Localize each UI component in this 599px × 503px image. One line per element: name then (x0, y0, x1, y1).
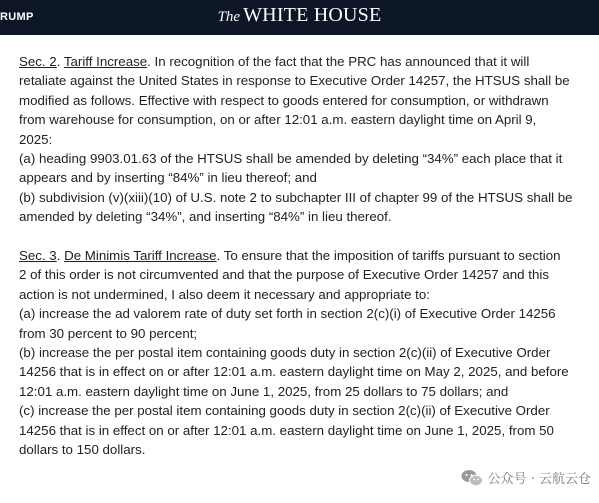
section-2-line: modified as follows. Effective with respect to goods entered for consumption, or withdrawn (19, 92, 549, 108)
wechat-icon (461, 469, 483, 487)
section-2-heading: Tariff Increase (63, 54, 148, 69)
section-3-line: (b) increase the per postal item containing goods duty in section 2(c)(ii) of Executive Order (19, 345, 551, 361)
watermark-text: 公众号 · 云航云仓 (487, 472, 591, 487)
section-3-line: 2 of this order is not circumvented and that the purpose of Executive Order 14257 and this (19, 267, 549, 283)
section-3-line: (c) increase the per postal item containing goods duty in section 2(c)(ii) of Executive Order (19, 403, 550, 419)
section-2-text: In recognition of the fact that the PRC has announced that it will (154, 54, 530, 69)
document-body (19, 52, 594, 479)
section-3 (19, 246, 594, 459)
section-3-line: 14256 that is in effect on or after 12:01 a.m. eastern daylight time on May 2, 2025, and before (19, 364, 569, 380)
section-3-line: 12:01 a.m. eastern daylight time on June 1, 2025, from 25 dollars to 75 dollars; and (19, 383, 509, 399)
site-header (0, 0, 599, 35)
section-3-number: Sec. 3 (19, 248, 57, 264)
section-3-line: from 30 percent to 90 percent; (19, 325, 198, 341)
section-2-line: 2025: (19, 131, 53, 147)
section-3-line: dollars to 150 dollars. (19, 442, 146, 458)
section-2-line: amended by deleting “34%”, and inserting “84%” in lieu thereof. (19, 209, 392, 225)
watermark (461, 468, 591, 487)
section-3-heading: De Minimis Tariff Increase (64, 248, 217, 264)
site-logo[interactable] (0, 4, 599, 27)
section-2-line: appears and by inserting “84%” in lieu thereof; and (19, 170, 317, 186)
section-3-line: 14256 that is in effect on or after 12:01 a.m. eastern daylight time on June 1, 2025, from 50 (19, 422, 554, 438)
section-2-line-1: Sec. 2. Tariff Increase. In recognition of the fact that the PRC has announced that it will (19, 54, 530, 69)
section-2-line: retaliate against the United States in response to Executive Order 14257, the HTSUS shall be (19, 73, 570, 89)
section-2 (19, 52, 594, 227)
section-3-line: (a) increase the ad valorem rate of duty set forth in section 2(c)(i) of Executive Order 14256 (19, 306, 556, 322)
section-3-line: action is not undermined, I also deem it necessary and appropriate to: (19, 286, 430, 302)
section-2-line: (a) heading 9903.01.63 of the HTSUS shall be amended by deleting “34%” each place that it (19, 151, 563, 167)
site-title-the: The (217, 9, 241, 25)
section-3-text: To ensure that the imposition of tariffs pursuant to section (223, 248, 561, 264)
section-3-line-1: Sec. 3. De Minimis Tariff Increase. To ensure that the imposition of tariffs pursuant to section (19, 248, 561, 264)
section-2-line: (b) subdivision (v)(xiii)(10) of U.S. note 2 to subchapter III of chapter 99 of the HTSUS shall be (19, 189, 573, 205)
site-title-main: WHITE HOUSE (243, 4, 382, 26)
section-2-number: Sec. 2 (19, 54, 57, 69)
section-2-line: from warehouse for consumption, on or after 12:01 a.m. eastern daylight time on April 9, (19, 112, 537, 128)
header-left-label[interactable]: RUMP (0, 11, 34, 23)
